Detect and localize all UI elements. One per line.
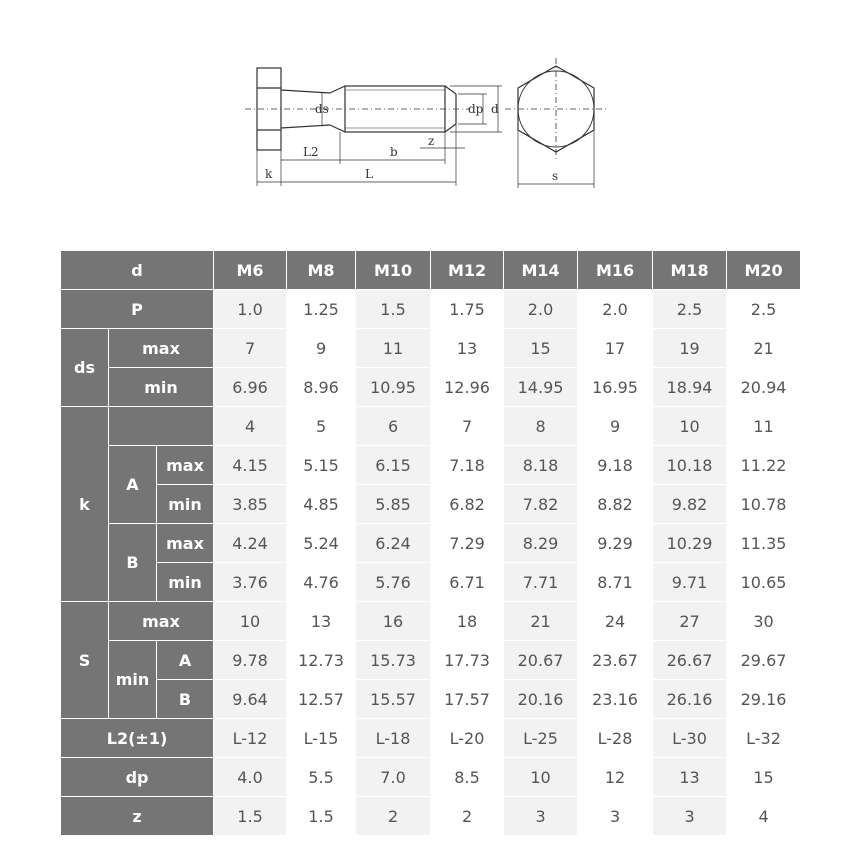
s-min-a-value-cell: 26.67 xyxy=(653,641,727,680)
s-max-value-cell: 18 xyxy=(431,602,504,641)
ds-min-value-cell: 20.94 xyxy=(727,368,801,407)
s-min-b-label: B xyxy=(157,680,214,719)
l2-label: L2(±1) xyxy=(61,719,214,758)
p-value-cell: 2.5 xyxy=(727,290,801,329)
dp-value-cell: 7.0 xyxy=(356,758,431,797)
ds-min-value-cell: 14.95 xyxy=(504,368,578,407)
header-row xyxy=(61,251,801,290)
p-label: P xyxy=(61,290,214,329)
s-label: S xyxy=(61,602,109,719)
k-a-max-value-cell: 10.18 xyxy=(653,446,727,485)
s-min-a-value-cell: 23.67 xyxy=(578,641,653,680)
s-min-b-value-cell: 29.16 xyxy=(727,680,801,719)
s-max-value-cell: 27 xyxy=(653,602,727,641)
header-size-cell: M12 xyxy=(431,251,504,290)
header-size-cell: M8 xyxy=(287,251,356,290)
k-nominal-value-cell: 6 xyxy=(356,407,431,446)
k-a-min-value-cell: 6.82 xyxy=(431,485,504,524)
k-a-max-value-cell: 11.22 xyxy=(727,446,801,485)
s-min-a-value-cell: 12.73 xyxy=(287,641,356,680)
dp-value-cell: 8.5 xyxy=(431,758,504,797)
ds-min-value-cell: 10.95 xyxy=(356,368,431,407)
k-a-max-value-cell: 8.18 xyxy=(504,446,578,485)
bolt-dimension-diagram xyxy=(0,0,862,230)
ds-max-value-cell: 9 xyxy=(287,329,356,368)
label-d: d xyxy=(491,102,499,116)
header-size-cell: M18 xyxy=(653,251,727,290)
k-a-min-value-cell: 3.85 xyxy=(214,485,287,524)
z-value-cell: 1.5 xyxy=(214,797,287,836)
header-size-cell: M6 xyxy=(214,251,287,290)
s-max-value-cell: 10 xyxy=(214,602,287,641)
p-value-cell: 1.5 xyxy=(356,290,431,329)
s-max-value-cell: 16 xyxy=(356,602,431,641)
dp-value-cell: 15 xyxy=(727,758,801,797)
k-b-max-value-cell: 10.29 xyxy=(653,524,727,563)
dp-value-cell: 13 xyxy=(653,758,727,797)
k-b-max-row xyxy=(61,524,801,563)
l2-value-cell: L-20 xyxy=(431,719,504,758)
k-a-max-row xyxy=(61,446,801,485)
p-value-cell: 1.25 xyxy=(287,290,356,329)
p-row xyxy=(61,290,801,329)
z-value-cell: 3 xyxy=(578,797,653,836)
k-a-min-value-cell: 8.82 xyxy=(578,485,653,524)
s-max-row xyxy=(61,602,801,641)
header-size-cell: M16 xyxy=(578,251,653,290)
p-value-cell: 2.5 xyxy=(653,290,727,329)
l2-value-cell: L-25 xyxy=(504,719,578,758)
l2-value-cell: L-15 xyxy=(287,719,356,758)
ds-min-value-cell: 16.95 xyxy=(578,368,653,407)
k-nominal-value-cell: 10 xyxy=(653,407,727,446)
bolt-spec-table xyxy=(60,250,801,836)
s-min-a-row xyxy=(61,641,801,680)
k-b-max-label: max xyxy=(157,524,214,563)
s-min-a-value-cell: 17.73 xyxy=(431,641,504,680)
s-min-b-value-cell: 9.64 xyxy=(214,680,287,719)
s-min-b-value-cell: 17.57 xyxy=(431,680,504,719)
z-value-cell: 3 xyxy=(653,797,727,836)
z-label: z xyxy=(61,797,214,836)
bolt-side-view xyxy=(245,68,502,186)
s-min-a-value-cell: 20.67 xyxy=(504,641,578,680)
k-a-min-value-cell: 4.85 xyxy=(287,485,356,524)
k-b-min-value-cell: 4.76 xyxy=(287,563,356,602)
p-value-cell: 1.0 xyxy=(214,290,287,329)
k-a-max-value-cell: 9.18 xyxy=(578,446,653,485)
s-min-b-row xyxy=(61,680,801,719)
k-b-label: B xyxy=(109,524,157,602)
z-value-cell: 2 xyxy=(356,797,431,836)
k-nominal-value-cell: 11 xyxy=(727,407,801,446)
ds-min-row xyxy=(61,368,801,407)
s-min-b-value-cell: 15.57 xyxy=(356,680,431,719)
k-b-min-value-cell: 5.76 xyxy=(356,563,431,602)
k-a-label: A xyxy=(109,446,157,524)
k-b-min-row xyxy=(61,563,801,602)
ds-min-value-cell: 6.96 xyxy=(214,368,287,407)
k-a-max-value-cell: 6.15 xyxy=(356,446,431,485)
dp-row xyxy=(61,758,801,797)
s-min-b-value-cell: 12.57 xyxy=(287,680,356,719)
k-b-max-value-cell: 4.24 xyxy=(214,524,287,563)
k-nominal-value-cell: 7 xyxy=(431,407,504,446)
label-b: b xyxy=(390,145,398,159)
s-min-b-value-cell: 20.16 xyxy=(504,680,578,719)
k-b-min-value-cell: 9.71 xyxy=(653,563,727,602)
k-b-min-label: min xyxy=(157,563,214,602)
ds-max-value-cell: 21 xyxy=(727,329,801,368)
label-k: k xyxy=(265,167,273,181)
header-d-label: d xyxy=(61,251,214,290)
k-a-min-value-cell: 7.82 xyxy=(504,485,578,524)
k-b-max-value-cell: 11.35 xyxy=(727,524,801,563)
ds-max-row xyxy=(61,329,801,368)
k-a-max-value-cell: 7.18 xyxy=(431,446,504,485)
k-b-max-value-cell: 5.24 xyxy=(287,524,356,563)
k-nominal-value-cell: 5 xyxy=(287,407,356,446)
k-nominal-value-cell: 9 xyxy=(578,407,653,446)
k-a-min-row xyxy=(61,485,801,524)
dp-value-cell: 12 xyxy=(578,758,653,797)
k-b-min-value-cell: 10.65 xyxy=(727,563,801,602)
s-max-value-cell: 21 xyxy=(504,602,578,641)
label-l2: L2 xyxy=(303,145,319,159)
s-min-a-value-cell: 29.67 xyxy=(727,641,801,680)
ds-min-value-cell: 18.94 xyxy=(653,368,727,407)
z-value-cell: 1.5 xyxy=(287,797,356,836)
dp-value-cell: 10 xyxy=(504,758,578,797)
l2-value-cell: L-18 xyxy=(356,719,431,758)
k-b-min-value-cell: 3.76 xyxy=(214,563,287,602)
dp-label: dp xyxy=(61,758,214,797)
s-min-a-value-cell: 15.73 xyxy=(356,641,431,680)
ds-max-value-cell: 17 xyxy=(578,329,653,368)
k-nominal-value-cell: 4 xyxy=(214,407,287,446)
l2-value-cell: L-28 xyxy=(578,719,653,758)
k-nominal-row xyxy=(61,407,801,446)
s-min-b-value-cell: 23.16 xyxy=(578,680,653,719)
k-b-min-value-cell: 8.71 xyxy=(578,563,653,602)
ds-max-value-cell: 11 xyxy=(356,329,431,368)
p-value-cell: 1.75 xyxy=(431,290,504,329)
k-b-max-value-cell: 6.24 xyxy=(356,524,431,563)
k-a-max-label: max xyxy=(157,446,214,485)
label-l: L xyxy=(365,167,373,181)
ds-max-value-cell: 7 xyxy=(214,329,287,368)
spec-table-body xyxy=(61,251,801,836)
header-size-cell: M14 xyxy=(504,251,578,290)
k-b-min-value-cell: 6.71 xyxy=(431,563,504,602)
l2-value-cell: L-32 xyxy=(727,719,801,758)
p-value-cell: 2.0 xyxy=(504,290,578,329)
ds-min-value-cell: 8.96 xyxy=(287,368,356,407)
ds-max-value-cell: 15 xyxy=(504,329,578,368)
ds-min-value-cell: 12.96 xyxy=(431,368,504,407)
k-a-max-value-cell: 5.15 xyxy=(287,446,356,485)
header-size-cell: M20 xyxy=(727,251,801,290)
k-nominal-label xyxy=(109,407,214,446)
bolt-drawing xyxy=(0,0,862,230)
s-max-value-cell: 30 xyxy=(727,602,801,641)
dp-value-cell: 5.5 xyxy=(287,758,356,797)
s-min-label: min xyxy=(109,641,157,719)
z-value-cell: 3 xyxy=(504,797,578,836)
l2-row xyxy=(61,719,801,758)
z-value-cell: 4 xyxy=(727,797,801,836)
label-ds: ds xyxy=(315,102,329,116)
k-a-min-value-cell: 9.82 xyxy=(653,485,727,524)
ds-max-value-cell: 13 xyxy=(431,329,504,368)
p-value-cell: 2.0 xyxy=(578,290,653,329)
dp-value-cell: 4.0 xyxy=(214,758,287,797)
k-a-max-value-cell: 4.15 xyxy=(214,446,287,485)
ds-max-value-cell: 19 xyxy=(653,329,727,368)
ds-min-label: min xyxy=(109,368,214,407)
s-min-a-label: A xyxy=(157,641,214,680)
s-max-value-cell: 24 xyxy=(578,602,653,641)
s-max-value-cell: 13 xyxy=(287,602,356,641)
k-b-max-value-cell: 9.29 xyxy=(578,524,653,563)
k-a-min-label: min xyxy=(157,485,214,524)
s-min-b-value-cell: 26.16 xyxy=(653,680,727,719)
k-a-min-value-cell: 10.78 xyxy=(727,485,801,524)
k-b-max-value-cell: 8.29 xyxy=(504,524,578,563)
label-s: s xyxy=(552,169,559,183)
z-value-cell: 2 xyxy=(431,797,504,836)
k-b-max-value-cell: 7.29 xyxy=(431,524,504,563)
l2-value-cell: L-12 xyxy=(214,719,287,758)
k-nominal-value-cell: 8 xyxy=(504,407,578,446)
header-size-cell: M10 xyxy=(356,251,431,290)
l2-value-cell: L-30 xyxy=(653,719,727,758)
s-max-label: max xyxy=(109,602,214,641)
label-z: z xyxy=(428,134,435,148)
label-dp: dp xyxy=(468,102,484,116)
ds-label: ds xyxy=(61,329,109,407)
k-b-min-value-cell: 7.71 xyxy=(504,563,578,602)
s-min-a-value-cell: 9.78 xyxy=(214,641,287,680)
z-row xyxy=(61,797,801,836)
k-a-min-value-cell: 5.85 xyxy=(356,485,431,524)
k-label: k xyxy=(61,407,109,602)
ds-max-label: max xyxy=(109,329,214,368)
